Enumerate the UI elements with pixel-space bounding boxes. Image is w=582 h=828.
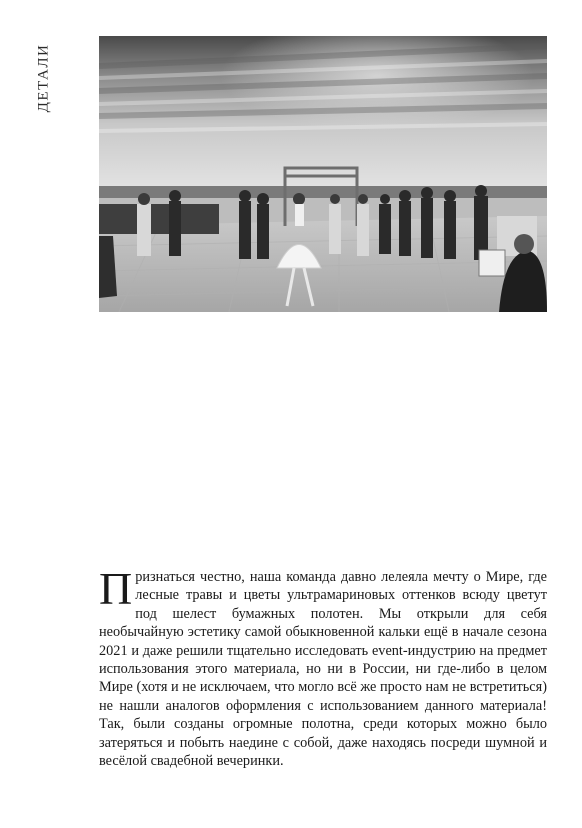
photo-illustration xyxy=(99,36,547,312)
article-text xyxy=(99,563,547,770)
drop-cap: П xyxy=(99,563,133,614)
section-label xyxy=(36,38,52,118)
wedding-photo xyxy=(99,36,547,312)
article-body: ризнаться честно, наша команда давно лелеяла мечту о Мире, где лесные травы и цветы ультрамариновых оттенков всюду цветут под шелест бумажных полотен. Мы открыли для себя необычайную эстетику самой обыкновенной кальки ещё в начале сезона 2021 и даже решили тщательно исследовать event-индустрию на предмет использования этого материала, но ни в России, ни где-либо в целом Мире (хотя и не исключаем, что могло всё же просто нам не встретиться) не нашли аналогов оформления с использованием данного материала! Так, были созданы огромные полотна, среди которых можно было затеряться и побыть наедине с собой, даже находясь посреди шумной и весёлой свадебной вечеринки. xyxy=(99,569,547,770)
section-label-text: ДЕТАЛИ xyxy=(35,43,52,113)
